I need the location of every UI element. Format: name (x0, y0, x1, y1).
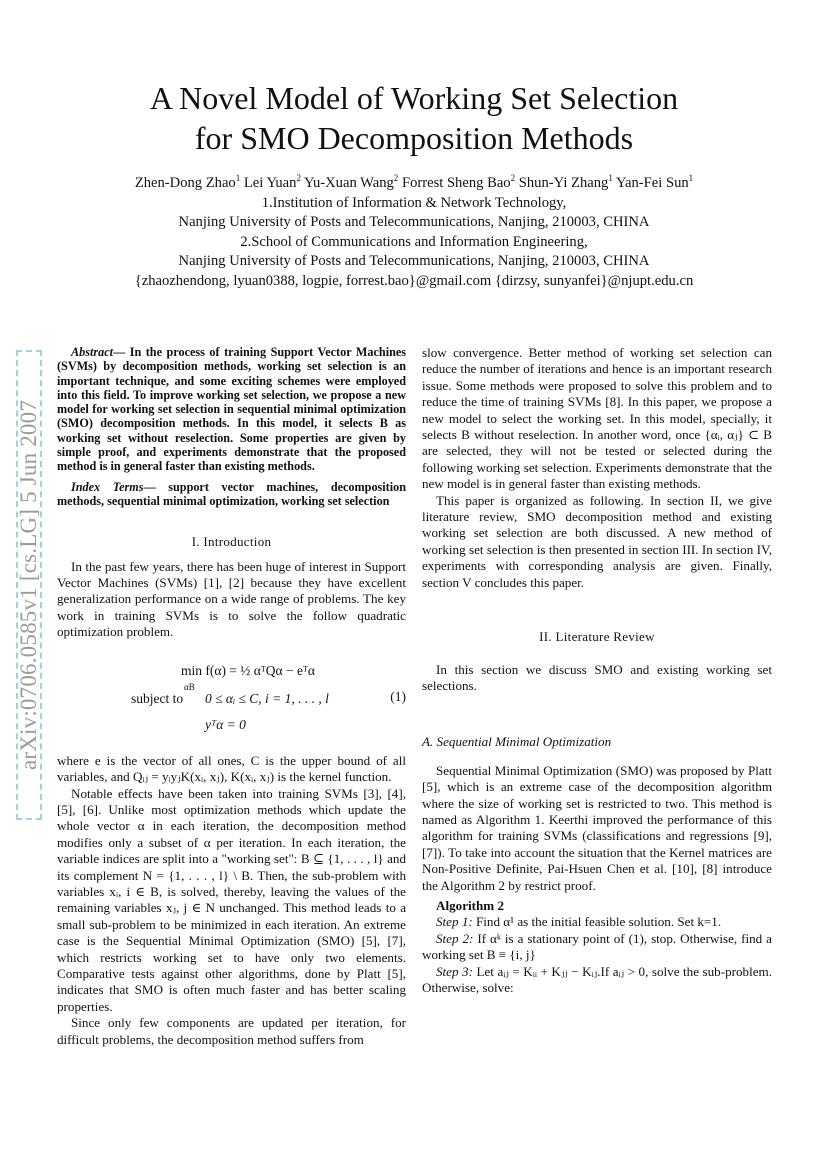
affiliation-1: 1.Institution of Information & Network Technology, (261, 194, 567, 211)
affiliation-mark: 2 (393, 173, 399, 184)
step-label: Step 3: (436, 963, 473, 979)
step-label: Step 2: (436, 930, 474, 946)
left-column (57, 345, 406, 1048)
arxiv-stamp (16, 350, 42, 820)
organization-paragraph: This paper is organized as following. In section II, we give literature review, SMO decomposition method and existing working set selection are both discussed. A new method of working set selection is then presented in section III. In section IV, experiments with corresponding analysis are given. Finally, section V concludes this paper. (422, 492, 772, 590)
algorithm-step-3 (422, 964, 772, 997)
affiliation-mark: 1 (608, 173, 613, 184)
paper-title (0, 78, 828, 158)
right-column (422, 345, 772, 996)
smo-paragraph: Sequential Minimal Optimization (SMO) was proposed by Platt [5], which is an extreme case of the decomposition algorithm where the size of working set is restricted to two. This method is named as Algorithm 1. Keerthi improved the performance of this algorithm for training SVMs (classifications and regressions [9], [7]). To take into account the situation that the Kernel matrices are Non-Positive Definite, Pai-Hsuen Chen et al. [10], [8] introduce the Algorithm 2 by restrict proof. (422, 762, 772, 893)
affiliation-2: 2.School of Communications and Information Engineering, (240, 233, 588, 250)
author-list (0, 174, 828, 194)
affiliation-mark: 1 (688, 173, 694, 184)
affiliation-1-address: Nanjing University of Posts and Telecommunications, Nanjing, 210003, CHINA (178, 214, 650, 230)
index-terms: Index Terms— support vector machines, decomposition methods, sequential minimal optimization, working set selection (57, 479, 406, 508)
equation-1 (57, 651, 406, 747)
affiliation-2-address: Nanjing University of Posts and Telecommunications, Nanjing, 210003, CHINA (178, 253, 650, 269)
equation-objective (181, 663, 315, 679)
literature-paragraph: In this section we discuss SMO and existing working set selections. (422, 661, 772, 693)
algorithm-step-2 (422, 931, 772, 964)
title-line-2: for SMO Decomposition Methods (194, 120, 634, 156)
author-block (0, 174, 828, 291)
index-terms-label: Index Terms (71, 479, 144, 494)
abstract-label: Abstract (71, 345, 113, 359)
step-label: Step 1: (436, 914, 473, 930)
arxiv-identifier: arXiv:0706.0585v1 [cs.LG] 5 Jun 2007 (16, 399, 41, 771)
abstract-text: In the process of training Support Vector Machines (SVMs) by decomposition methods, working set selection is an important technique, and some exciting schemes were employed into this field. To improve working set selection, we propose a new model for working set selection in sequential minimal optimization (SMO) decomposition methods. In this model, it selects B as working set without reselection. Some properties are given by simple proof, and experiments demonstrate that the proposed method is in general faster than existing methods. (57, 345, 407, 474)
author-name: Shun-Yi Zhang (518, 175, 609, 191)
intro-continued: slow convergence. Better method of working set selection can reduce the number of iterations and hence is an important research issue. Some methods were proposed to solve this problem and to reduce the time of training SVMs [8]. In this paper, we propose a new model to select the working set. In this model, specially, it selects B without reselection. In another word, once {αᵢ, αⱼ} ⊂ B are selected, they will not be tested or selected during the following working set selection. Experiments demonstrate that the new model is in general faster than existing methods. (422, 345, 772, 492)
author-name: Yu-Xuan Wang (304, 175, 394, 191)
title-line-1: A Novel Model of Working Set Selection (149, 80, 679, 116)
step-text: Let aᵢⱼ = Kᵢᵢ + Kⱼⱼ − Kᵢⱼ.If aᵢⱼ > 0, solve the sub-problem. Otherwise, solve: (422, 963, 772, 995)
equation-subscript: αB (184, 681, 195, 692)
index-terms-text: support vector machines, decomposition methods, sequential minimal optimization, working set selection (57, 479, 406, 508)
intro-paragraph-3: Notable effects have been taken into training SVMs [3], [4], [5], [6]. Unlike most optimization methods which update the whole vector α in each iteration, the decomposition method modifies only a subset of α per iteration. In each iteration, the variable indices are split into a "working set": B ⊆ {1, . . . , l} and its complement N = {1, . . . , l} \ B. Then, the sub-problem with variables xᵢ, i ∈ B, is solved, thereby, leaving the values of the remaining variables xⱼ, j ∈ N unchanged. This method leads to a small sub-problem to be minimized in each iteration. An extreme case is the Sequential Minimal Optimization (SMO) [5], [7], which restricts working set to have only two elements. Comparative tests against other algorithms, done by Platt [5], indicates that SMO is often much faster and has better scaling properties. (57, 785, 406, 1014)
equation-number: (1) (390, 688, 406, 704)
step-text: If αᵏ is a stationary point of (1), stop. Otherwise, find a working set B ≡ {i, j} (422, 930, 772, 963)
author-name: Yan-Fei Sun (615, 175, 689, 191)
algorithm-heading: Algorithm 2 (436, 897, 505, 913)
intro-paragraph-2: where e is the vector of all ones, C is the upper bound of all variables, and Qᵢⱼ = yᵢyⱼK(xᵢ, xⱼ), K(xᵢ, xⱼ) is the kernel function. (57, 752, 406, 785)
affiliation-mark: 2 (510, 173, 516, 184)
step-text: Find α¹ as the initial feasible solution. Set k=1. (476, 914, 722, 930)
equation-constraint-2: yᵀα = 0 (205, 716, 246, 732)
author-name: Lei Yuan (243, 175, 297, 191)
abstract: Abstract— In the process of training Support Vector Machines (SVMs) by decomposition methods, working set selection is an important technique, and some exciting schemes were employed into this field. To improve working set selection, we propose a new model for working set selection in sequential minimal optimization (SMO) decomposition methods. In this model, it selects B as working set without reselection. Some properties are given by simple proof, and experiments demonstrate that the proposed method is in general faster than existing methods. (57, 345, 407, 474)
section-heading-literature: II. Literature Review (539, 629, 655, 645)
equation-constraint-label: subject to (131, 690, 184, 706)
algorithm-step-1 (422, 914, 772, 930)
author-name: Zhen-Dong Zhao (134, 175, 236, 191)
equation-objective-text: min f(α) = ½ αᵀQα − eᵀα (181, 662, 315, 678)
section-heading-intro: I. Introduction (191, 534, 272, 550)
intro-paragraph-1: In the past few years, there has been huge of interest in Support Vector Machines (SVMs) [1], [2] because they have excellent generalization performance on a wide range of problems. The key work in training SVMs is to solve the follow quadratic optimization problem. (57, 558, 406, 640)
equation-constraint: 0 ≤ αᵢ ≤ C, i = 1, . . . , l (205, 690, 329, 706)
intro-paragraph-4: Since only few components are updated per iteration, for difficult problems, the decomposition method suffers from (57, 1015, 406, 1047)
subsection-heading-smo: A. Sequential Minimal Optimization (422, 734, 612, 750)
affiliation-mark: 2 (296, 173, 301, 184)
author-emails: {zhaozhendong, lyuan0388, logpie, forrest.bao}@gmail.com {dirzsy, sunyanfei}@njupt.edu.cn (134, 272, 694, 289)
affiliation-mark: 1 (235, 173, 241, 184)
author-name: Forrest Sheng Bao (401, 175, 511, 191)
